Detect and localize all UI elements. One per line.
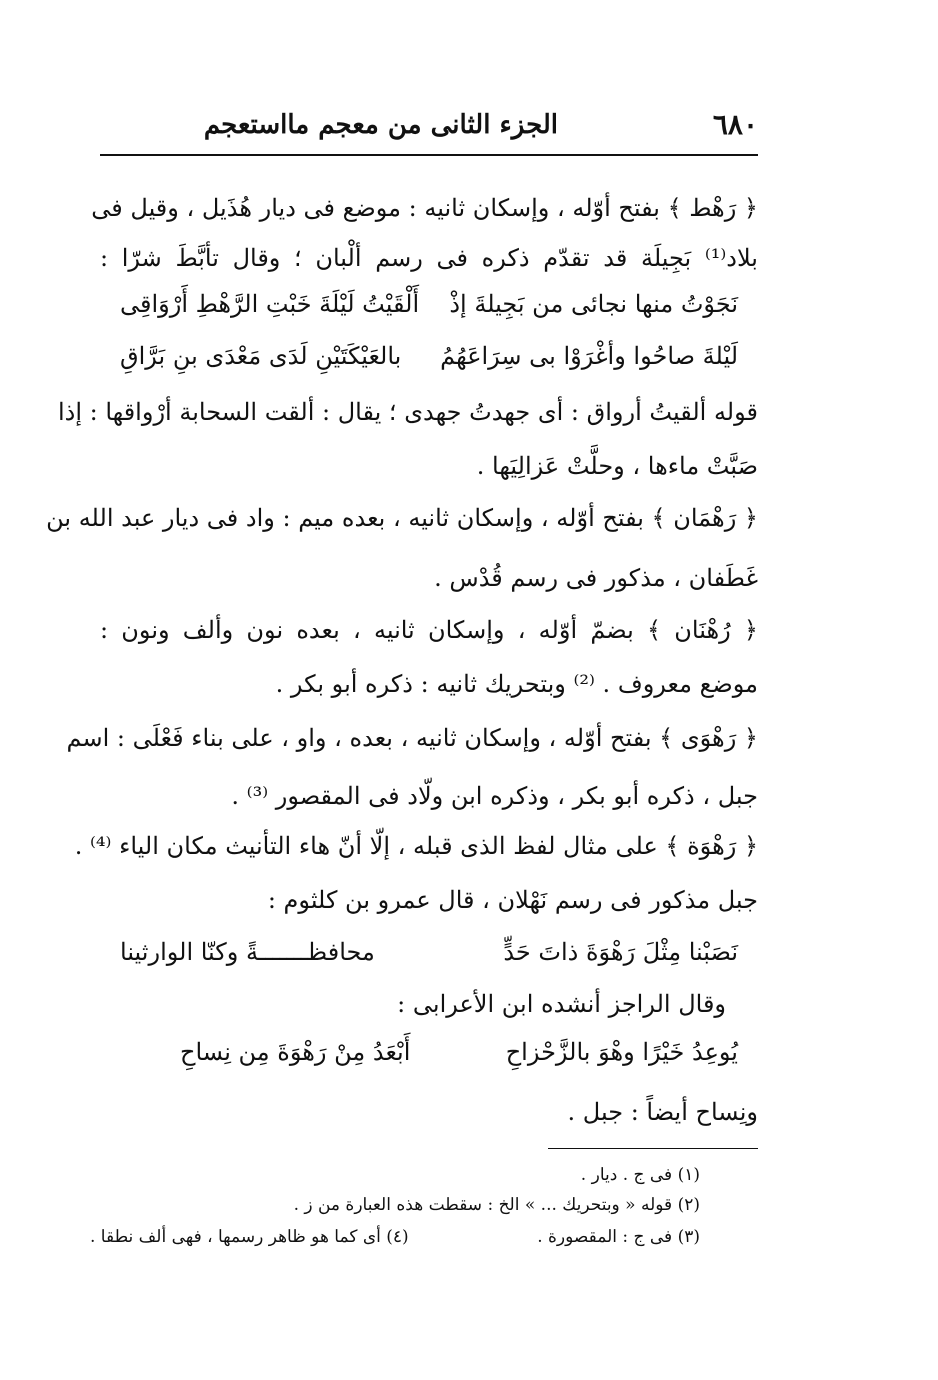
header-rule	[100, 154, 758, 156]
hemistich-right: نَجَوْتُ منها نجائى من بَجِيلةَ إذْ	[449, 290, 738, 318]
text-line: موضع معروف . ⁽²⁾ وبتحريك ثانيه : ذكره أبو بكر .	[275, 670, 758, 698]
verse-line	[100, 282, 758, 326]
footnote: (١) فى ج . ديار .	[580, 1165, 700, 1185]
hemistich-left: أَبْعَدُ مِنْ رَهْوَةَ مِن نِساحِ	[180, 1038, 411, 1066]
page-header	[100, 108, 758, 148]
hemistich-left: محافظـــــــةً وكنّا الوارثينا	[120, 938, 375, 966]
text-line: بلاد⁽¹⁾ بَجِيلَة قد تقدّم ذكره فى رسم ألْبان ؛ وقال تأبَّطَ شرّا :	[100, 244, 758, 272]
verse-line	[100, 334, 758, 378]
hemistich-right: يُوعِدُ خَيْرًا وهْوَ بالزَّحْزاحِ	[505, 1038, 738, 1066]
running-title: الجزء الثانى من معجم مااستعجم	[203, 110, 558, 140]
verse-line	[100, 1030, 758, 1074]
footnote: (٢) قوله « وبتحريك ... » الخ : سقطت هذه العبارة من ز .	[293, 1195, 700, 1215]
text-line: جبل مذكور فى رسم نَهْلان ، قال عمرو بن كلثوم :	[267, 886, 758, 914]
text-line: غَطَفان ، مذكور فى رسم قُدْس .	[434, 564, 758, 592]
hemistich-right: نَصَبْنا مِثْلَ رَهْوَةَ ذاتَ حَدٍّ	[503, 938, 738, 966]
text-line: ﴿ رَهْط ﴾ بفتح أوّله ، وإسكان ثانيه : موضع فى ديار هُذَيل ، وقيل فى	[91, 194, 758, 222]
text-line: وقال الراجز أنشده ابن الأعرابى :	[397, 990, 726, 1018]
footnote-rule	[548, 1148, 758, 1149]
hemistich-left: بالعَيْكَتَيْنِ لَدَى مَعْدَى بنِ بَرَّاقِ	[120, 342, 402, 370]
text-line: صَبَّتْ ماءها ، وحلَّتْ عَزالِيَها .	[476, 452, 758, 480]
hemistich-right: لَيْلةَ صاحُوا وأغْرَوْا بى سِرَاعَهُمُ	[440, 342, 738, 370]
page-number: ٦٨٠	[712, 108, 758, 141]
text-line: جبل ، ذكره أبو بكر ، وذكره ابن ولّاد فى المقصور ⁽³⁾ .	[231, 782, 758, 810]
text-line: ونِساح أيضاً : جبل .	[567, 1098, 758, 1126]
hemistich-left: أَلْقَيْتُ لَيْلَةَ خَبْتِ الرَّهْطِ أَرْوَاقِى	[120, 290, 420, 318]
text-line: ﴿ رَهْوَى ﴾ بفتح أوّله ، وإسكان ثانيه ، بعده ، واو ، على بناء فَعْلَى : اسم	[66, 724, 758, 752]
text-line: ﴿ رُهْنَان ﴾ بضمّ أوّله ، وإسكان ثانيه ، بعده نون وألف ونون :	[100, 616, 758, 644]
footnote: (٤) أى كما هو ظاهر رسمها ، فهى ألف نطقا .	[90, 1227, 409, 1247]
verse-line	[100, 930, 758, 974]
text-line: قوله ألقيتُ أرواق : أى جهدتُ جهدى ؛ يقال : ألقت السحابة أرْواقها : إذا	[57, 398, 758, 426]
text-line: ﴿ رَهْوَة ﴾ على مثال لفظ الذى قبله ، إلّا أنّ هاء التأنيث مكان الياء ⁽⁴⁾ .	[74, 832, 758, 860]
text-line: ﴿ رَهْمَان ﴾ بفتح أوّله ، وإسكان ثانيه ، بعده ميم : واد فى ديار عبد الله بن	[46, 504, 758, 532]
footnote: (٣) فى ج : المقصورة .	[537, 1227, 700, 1247]
